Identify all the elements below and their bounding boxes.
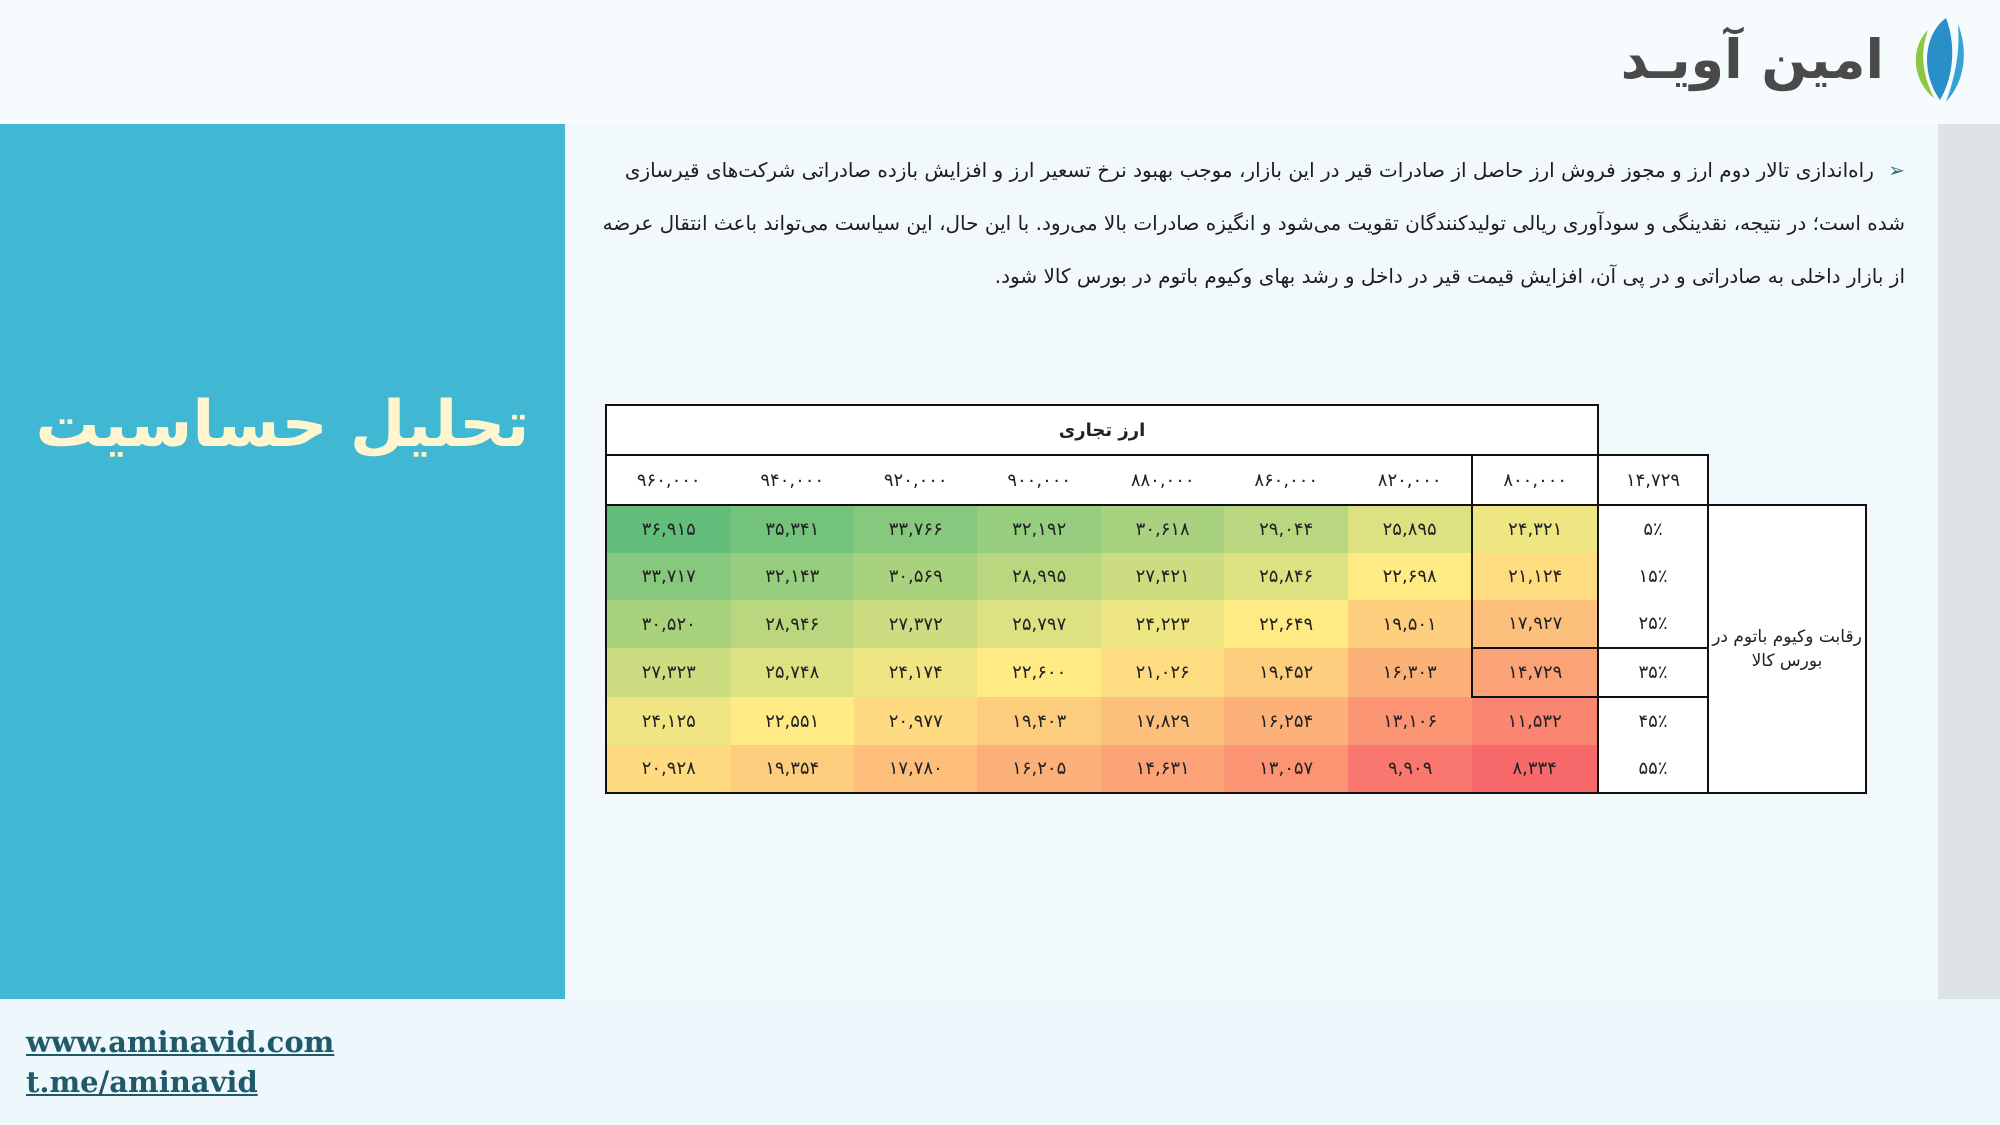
table-cell: ۲۵,۸۹۵ bbox=[1348, 505, 1473, 553]
table-cell: ۲۸,۹۹۵ bbox=[977, 553, 1100, 600]
table-cell: ۳۳,۷۶۶ bbox=[854, 505, 977, 553]
table-cell: ۲۲,۵۵۱ bbox=[731, 697, 854, 745]
table-cell: ۲۲,۶۰۰ bbox=[977, 648, 1100, 697]
table-cell: ۲۵,۸۴۶ bbox=[1224, 553, 1347, 600]
table-cell: ۳۰,۵۶۹ bbox=[854, 553, 977, 600]
table-cell: ۳۵,۳۴۱ bbox=[731, 505, 854, 553]
percent-cell: ۵۵٪ bbox=[1598, 745, 1708, 793]
column-header: ۹۰۰,۰۰۰ bbox=[977, 455, 1100, 505]
table-cell: ۱۳,۱۰۶ bbox=[1348, 697, 1473, 745]
table-cell: ۱۶,۳۰۳ bbox=[1348, 648, 1473, 697]
row-label: رقابت وکیوم باتوم در بورس کالا bbox=[1708, 505, 1866, 793]
table-cell: ۳۶,۹۱۵ bbox=[606, 505, 731, 553]
logo-mark-icon bbox=[1894, 14, 1970, 104]
table-title-row bbox=[606, 405, 1866, 455]
table-row bbox=[606, 505, 1866, 553]
percent-cell: ۴۵٪ bbox=[1598, 697, 1708, 745]
table-cell: ۲۴,۱۷۴ bbox=[854, 648, 977, 697]
table-cell: ۲۷,۴۲۱ bbox=[1101, 553, 1224, 600]
website-link[interactable]: www.aminavid.com bbox=[26, 1025, 335, 1059]
table-cell: ۲۵,۷۴۸ bbox=[731, 648, 854, 697]
table-cell: ۲۴,۳۲۱ bbox=[1472, 505, 1598, 553]
table-row bbox=[606, 697, 1866, 745]
brand-logo bbox=[1621, 14, 1970, 104]
column-header: ۹۲۰,۰۰۰ bbox=[854, 455, 977, 505]
table-cell: ۱۷,۹۲۷ bbox=[1472, 600, 1598, 648]
table-cell: ۲۲,۶۴۹ bbox=[1224, 600, 1347, 648]
table-cell: ۱۶,۲۰۵ bbox=[977, 745, 1100, 793]
table-cell: ۱۴,۶۳۱ bbox=[1101, 745, 1224, 793]
table-cell: ۳۳,۷۱۷ bbox=[606, 553, 731, 600]
column-header: ۹۶۰,۰۰۰ bbox=[606, 455, 731, 505]
table-row bbox=[606, 648, 1866, 697]
table-cell: ۱۷,۸۲۹ bbox=[1101, 697, 1224, 745]
right-strip bbox=[1938, 124, 2000, 999]
percent-cell: ۳۵٪ bbox=[1598, 648, 1708, 697]
table-cell: ۱۹,۴۵۲ bbox=[1224, 648, 1347, 697]
table-row bbox=[606, 553, 1866, 600]
percent-cell: ۱۵٪ bbox=[1598, 553, 1708, 600]
table-cell: ۲۱,۰۲۶ bbox=[1101, 648, 1224, 697]
table-cell: ۲۱,۱۲۴ bbox=[1472, 553, 1598, 600]
table-cell-base: ۱۴,۷۲۹ bbox=[1472, 648, 1598, 697]
table-cell: ۲۰,۹۷۷ bbox=[854, 697, 977, 745]
table-cell: ۲۴,۱۲۵ bbox=[606, 697, 731, 745]
column-header-base: ۸۰۰,۰۰۰ bbox=[1472, 455, 1598, 505]
table-cell: ۳۲,۱۹۲ bbox=[977, 505, 1100, 553]
table-cell: ۳۰,۵۲۰ bbox=[606, 600, 731, 648]
column-header-row bbox=[606, 455, 1866, 505]
table-cell: ۱۹,۳۵۴ bbox=[731, 745, 854, 793]
side-panel bbox=[0, 124, 565, 999]
table-cell: ۲۰,۹۲۸ bbox=[606, 745, 731, 793]
percent-cell: ۲۵٪ bbox=[1598, 600, 1708, 648]
table-cell: ۲۵,۷۹۷ bbox=[977, 600, 1100, 648]
table-cell: ۱۶,۲۵۴ bbox=[1224, 697, 1347, 745]
column-header: ۸۲۰,۰۰۰ bbox=[1348, 455, 1473, 505]
base-value: ۱۴,۷۲۹ bbox=[1598, 455, 1708, 505]
arrow-bullet-icon: ➢ bbox=[1888, 158, 1905, 182]
table-cell: ۲۸,۹۴۶ bbox=[731, 600, 854, 648]
table-cell: ۱۹,۴۰۳ bbox=[977, 697, 1100, 745]
table-cell: ۲۹,۰۴۴ bbox=[1224, 505, 1347, 553]
footer-links bbox=[26, 1022, 334, 1102]
logo-text: امین آویـد bbox=[1620, 27, 1884, 91]
bullet-paragraph bbox=[595, 144, 1905, 303]
table-cell: ۱۷,۷۸۰ bbox=[854, 745, 977, 793]
column-header: ۸۶۰,۰۰۰ bbox=[1224, 455, 1347, 505]
table-cell: ۳۰,۶۱۸ bbox=[1101, 505, 1224, 553]
table-cell: ۲۷,۳۲۳ bbox=[606, 648, 731, 697]
sensitivity-table bbox=[605, 404, 1867, 794]
bullet-text: راه‌اندازی تالار دوم ارز و مجوز فروش ارز حاصل از صادرات قیر در این بازار، موجب بهبود نرخ تسعیر ارز و افزایش بازده صادراتی شرکت‌های قیرسازی شده است؛ در نتیجه، نقدینگی و سودآوری ریالی تولیدکنندگان تقویت می‌شود و انگیزه صادرات بالا می‌رود. با این حال، این سیاست می‌تواند باعث انتقال عرضه از بازار داخلی به صادراتی و در پی آن، افزایش قیمت قیر در داخل و رشد بهای وکیوم باتوم در بورس کالا شود. bbox=[602, 158, 1905, 288]
table-cell: ۱۱,۵۳۲ bbox=[1472, 697, 1598, 745]
table-cell: ۹,۹۰۹ bbox=[1348, 745, 1473, 793]
telegram-link[interactable]: t.me/aminavid bbox=[26, 1065, 258, 1099]
table-cell: ۲۲,۶۹۸ bbox=[1348, 553, 1473, 600]
table-row bbox=[606, 600, 1866, 648]
table-title: ارز تجاری bbox=[606, 405, 1598, 455]
percent-cell: ۵٪ bbox=[1598, 505, 1708, 553]
table-row bbox=[606, 745, 1866, 793]
table-cell: ۱۹,۵۰۱ bbox=[1348, 600, 1473, 648]
table-cell: ۲۴,۲۲۳ bbox=[1101, 600, 1224, 648]
column-header: ۹۴۰,۰۰۰ bbox=[731, 455, 854, 505]
section-title: تحلیل حساسیت bbox=[35, 388, 530, 462]
column-header: ۸۸۰,۰۰۰ bbox=[1101, 455, 1224, 505]
table-cell: ۸,۳۳۴ bbox=[1472, 745, 1598, 793]
table-cell: ۱۳,۰۵۷ bbox=[1224, 745, 1347, 793]
table-cell: ۲۷,۳۷۲ bbox=[854, 600, 977, 648]
table-cell: ۳۲,۱۴۳ bbox=[731, 553, 854, 600]
